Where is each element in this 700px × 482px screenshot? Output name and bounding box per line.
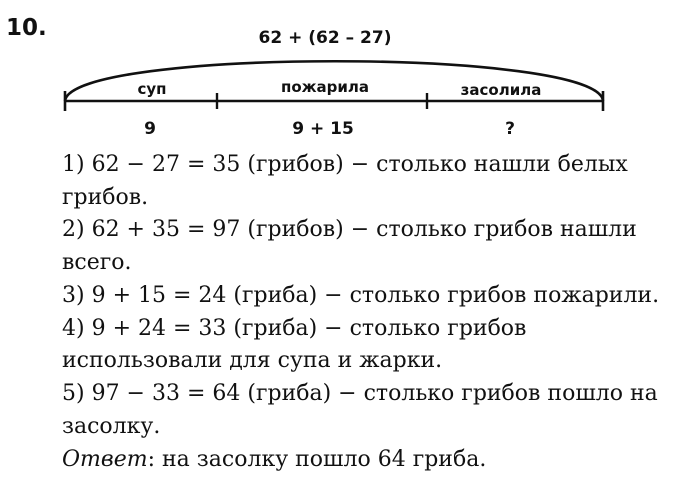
segment-value-fried: 9 + 15 — [292, 119, 354, 139]
solution-step-5: 5) 97 − 33 = 64 (гриба) − столько грибов пошло на засолку. — [62, 380, 658, 439]
total-label: 62 + (62 – 27) — [258, 28, 392, 48]
segment-diagram — [0, 0, 700, 150]
segment-value-salted: ? — [505, 119, 515, 139]
answer-line — [62, 445, 486, 475]
segment-label-soup: суп — [137, 80, 167, 98]
answer-separator: : — [147, 447, 156, 472]
segment-value-soup: 9 — [144, 119, 156, 139]
answer-label: Ответ — [62, 447, 148, 472]
answer-text: на засолку пошло 64 гриба. — [155, 447, 487, 472]
problem-number: 10. — [6, 15, 47, 41]
solution-step-3: 3) 9 + 15 = 24 (гриба) − столько грибов пожарили. — [62, 282, 660, 308]
solution-step-4: 4) 9 + 24 = 33 (гриба) − столько грибов использовали для супа и жарки. — [62, 315, 527, 374]
segment-label-salted: засолила — [460, 81, 542, 99]
solution-steps — [62, 149, 692, 443]
segment-label-fried: пожарила — [280, 78, 370, 96]
solution-step-2: 2) 62 + 35 = 97 (грибов) − столько грибов нашли всего. — [62, 217, 637, 276]
solution-step-1: 1) 62 − 27 = 35 (грибов) − столько нашли белых грибов. — [62, 152, 628, 210]
